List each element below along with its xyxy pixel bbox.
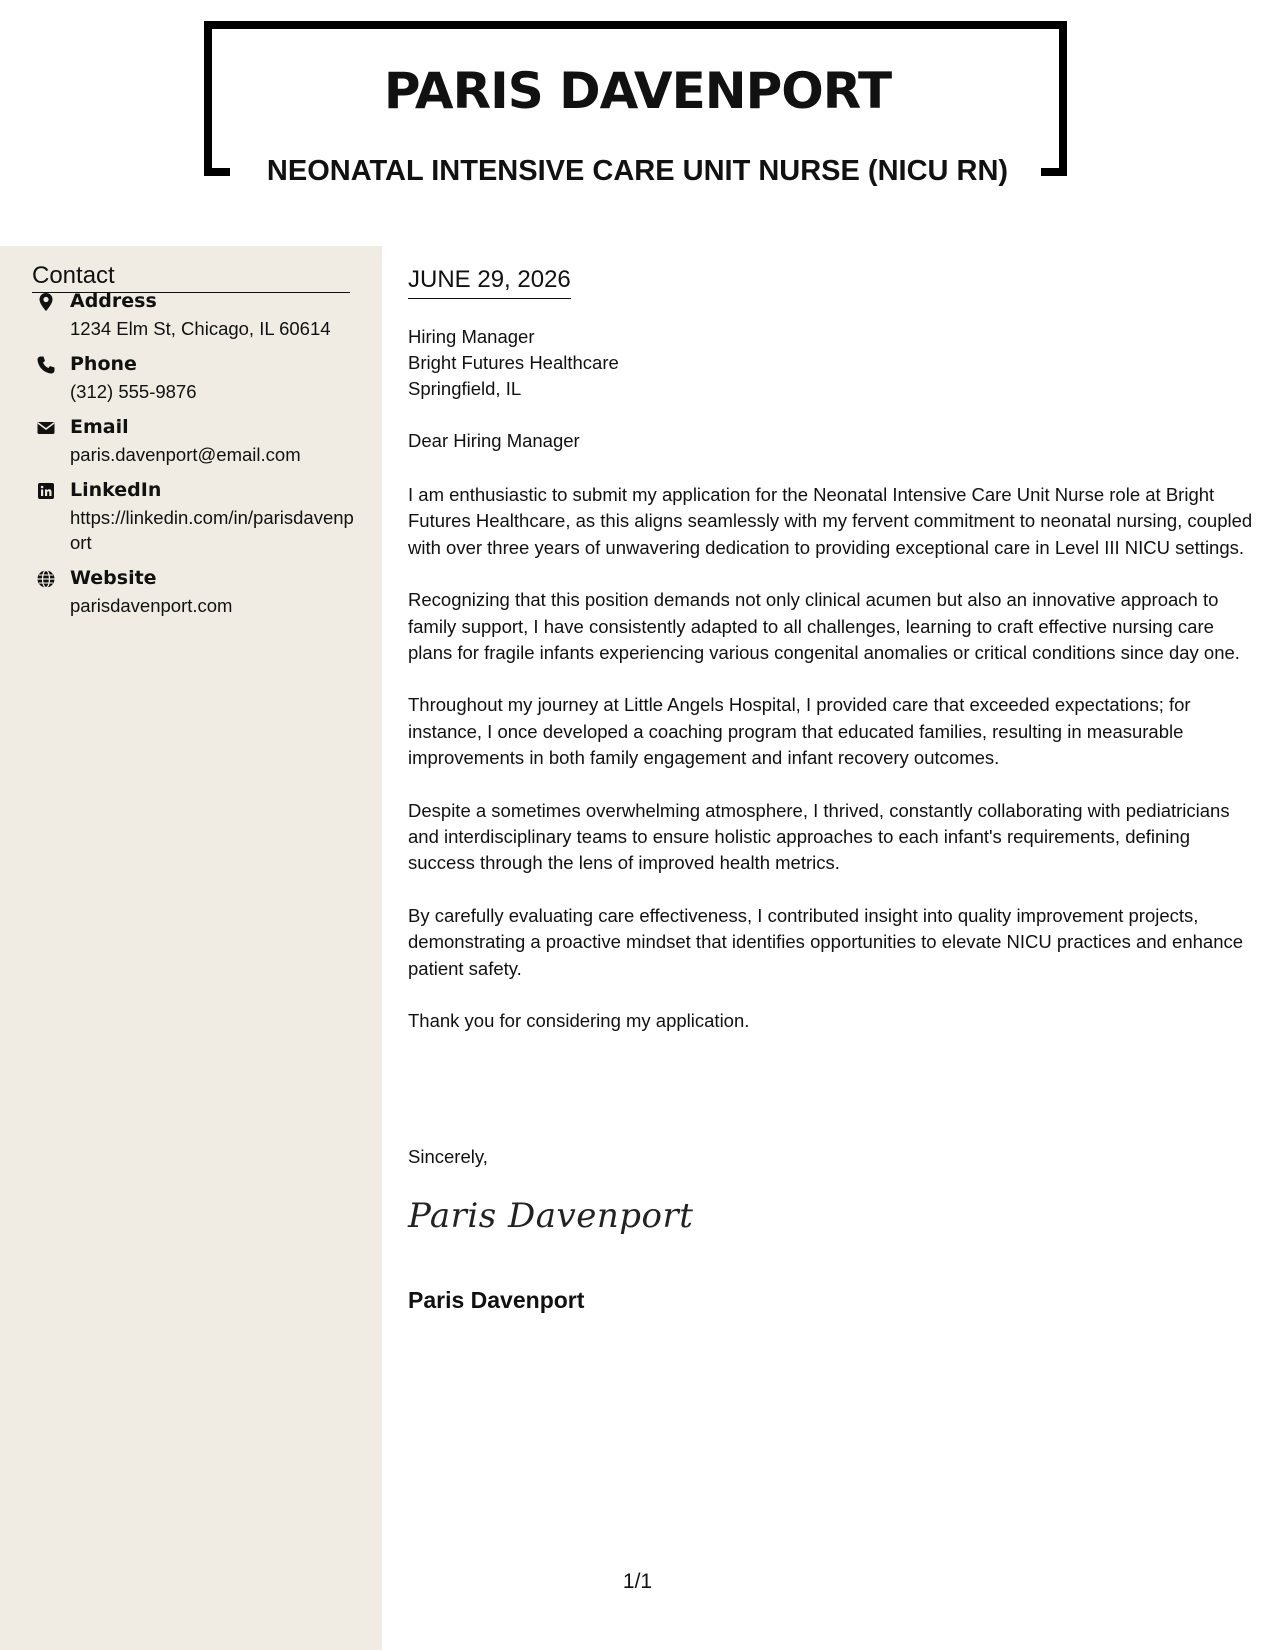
contact-email-label: Email (70, 416, 129, 438)
paragraph: By carefully evaluating care effectiveness, I contributed insight into quality improvement projects, demonstrating a proactive mindset that identifies opportunities to elevate NICU practices and enhance patient safety. (408, 904, 1244, 979)
contact-sidebar (0, 246, 382, 1650)
paragraph: Despite a sometimes overwhelming atmosphere, I thrived, constantly collaborating with pediatricians and interdisciplinary teams to ensure holistic approaches to each infant's requirements, defining success through the lens of improved health metrics. (408, 799, 1230, 874)
recipient-line: Bright Futures Healthcare (408, 352, 619, 373)
contact-address-value: 1234 Elm St, Chicago, IL 60614 (70, 318, 331, 339)
salutation: Dear Hiring Manager (408, 430, 580, 451)
paragraph: I am enthusiastic to submit my application for the Neonatal Intensive Care Unit Nurse role at Bright Futures Healthcare, as this aligns seamlessly with my fervent commitment to neonatal nursing, coupled with over three years of unwavering dedication to providing exceptional care in Level III NICU settings. (408, 484, 1253, 558)
applicant-name: PARIS DAVENPORT (383, 62, 892, 120)
contact-phone-label: Phone (70, 353, 137, 375)
page-number: 1/1 (622, 1570, 653, 1593)
contact-email-value: paris.davenport@email.com (70, 444, 301, 465)
paragraph: Throughout my journey at Little Angels Hospital, I provided care that exceeded expectations; for instance, I once developed a coaching program that educated families, resulting in measurable improvements in both family engagement and infant recovery outcomes. (408, 694, 1191, 769)
contact-phone-value: (312) 555-9876 (70, 381, 197, 402)
closing: Sincerely, (408, 1146, 488, 1167)
recipient-line: Hiring Manager (408, 326, 535, 347)
phone-icon (36, 355, 56, 375)
recipient-line: Springfield, IL (408, 378, 522, 399)
contact-heading: Contact (32, 262, 350, 293)
envelope-icon (36, 418, 56, 438)
globe-icon (36, 569, 56, 589)
handwritten-signature: Paris Davenport (408, 1196, 694, 1236)
contact-linkedin-label: LinkedIn (70, 479, 162, 501)
map-pin-icon (36, 292, 56, 312)
letter-paragraphs (408, 482, 1253, 1061)
paragraph: Recognizing that this position demands not only clinical acumen but also an innovative approach to family support, I have consistently adapted to all challenges, learning to craft effective nursing care plans for fragile infants experiencing various congenital anomalies or critical conditions since day one. (408, 589, 1240, 664)
contact-address-label: Address (70, 290, 157, 312)
recipient-block (408, 324, 619, 402)
signer-name: Paris Davenport (408, 1287, 585, 1313)
letter-header (0, 0, 1275, 246)
contact-website-value[interactable]: parisdavenport.com (70, 595, 233, 616)
contact-website-label: Website (70, 567, 157, 589)
letter-date: JUNE 29, 2026 (408, 266, 571, 299)
paragraph: Thank you for considering my application. (408, 1010, 750, 1032)
linkedin-icon (36, 481, 56, 501)
contact-linkedin-value[interactable]: https://linkedin.com/in/parisdavenport (70, 507, 354, 553)
job-title: NEONATAL INTENSIVE CARE UNIT NURSE (NICU RN) (266, 155, 1009, 187)
